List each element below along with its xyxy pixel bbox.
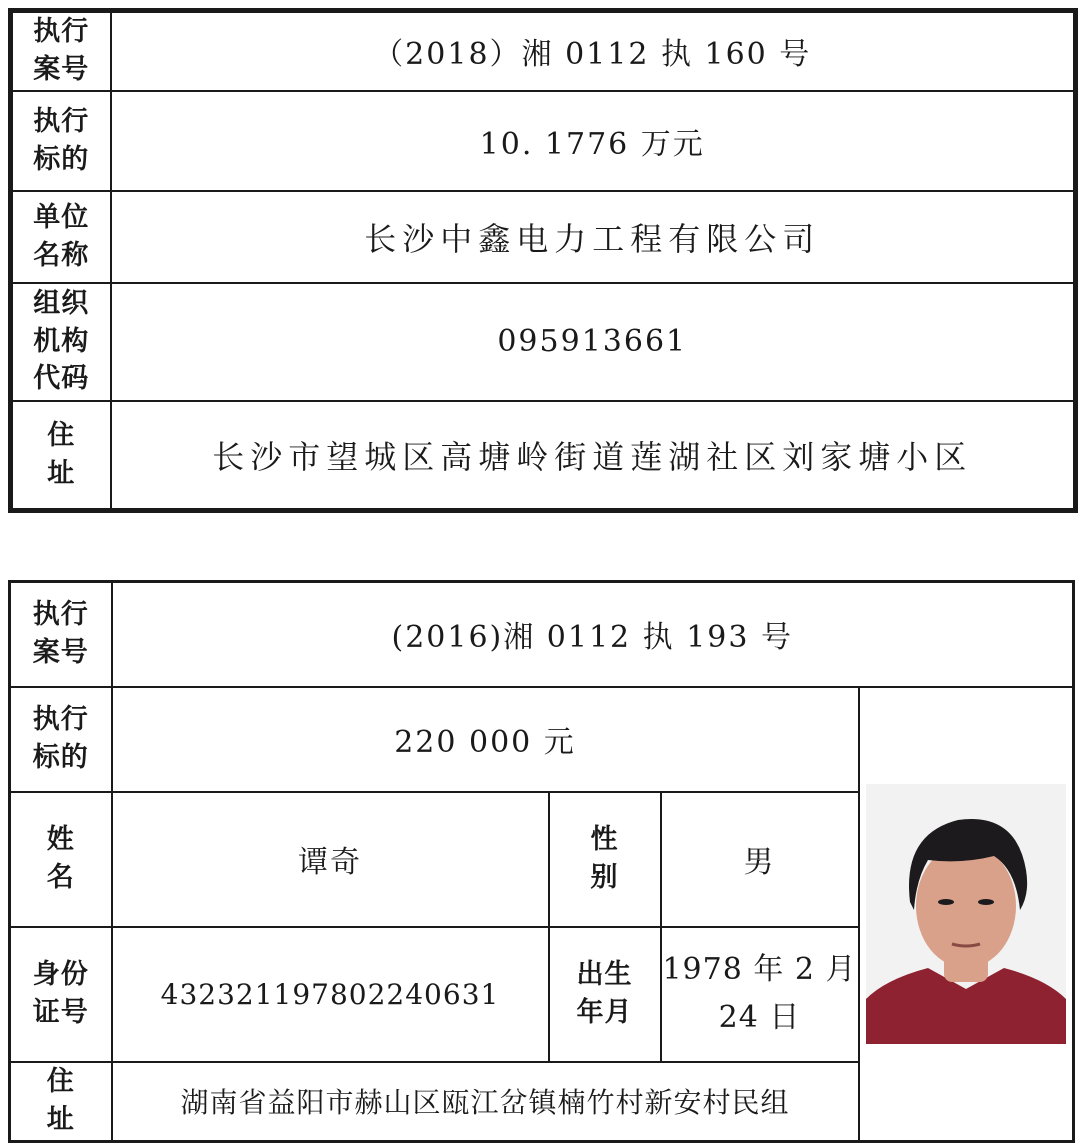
- person-amount-value: 220 000 元: [112, 687, 859, 792]
- person-case-number-value: (2016)湘 0112 执 193 号: [112, 582, 1074, 687]
- company-record-table: [8, 8, 1078, 513]
- amount-value: 10. 1776 万元: [111, 91, 1076, 191]
- gender-label: 性 别: [549, 792, 661, 927]
- person-name-value: 谭奇: [112, 792, 549, 927]
- org-code-value: 095913661: [111, 283, 1076, 401]
- person-record-table: [8, 580, 1075, 1143]
- case-number-value: （2018）湘 0112 执 160 号: [111, 11, 1076, 91]
- amount-label: 执行 标的: [11, 91, 111, 191]
- case-number-row: [11, 11, 1076, 91]
- person-amount-label: 执行 标的: [10, 687, 112, 792]
- company-name-label: 单位 名称: [11, 191, 111, 283]
- birth-date-value: 1978 年 2 月 24 日: [661, 927, 859, 1062]
- person-case-number-label: 执行 案号: [10, 582, 112, 687]
- person-address-value: 湖南省益阳市赫山区瓯江岔镇楠竹村新安村民组: [112, 1062, 859, 1142]
- person-portrait-photo: [866, 784, 1066, 1044]
- face-shape: [916, 844, 1016, 968]
- id-number-label: 身份 证号: [10, 927, 112, 1062]
- person-case-number-row: [10, 582, 1074, 687]
- gender-value: 男: [661, 792, 859, 927]
- company-address-label: 住 址: [11, 401, 111, 511]
- company-name-value: 长沙中鑫电力工程有限公司: [111, 191, 1076, 283]
- id-number-value: 432321197802240631: [112, 927, 549, 1062]
- case-number-label: 执行 案号: [11, 11, 111, 91]
- org-code-label: 组织 机构 代码: [11, 283, 111, 401]
- person-address-label: 住 址: [10, 1062, 112, 1142]
- portrait-cell: [859, 687, 1074, 1142]
- amount-row: [11, 91, 1076, 191]
- company-name-row: [11, 191, 1076, 283]
- company-address-row: [11, 401, 1076, 511]
- org-code-row: [11, 283, 1076, 401]
- right-eye: [978, 899, 994, 905]
- birth-date-label: 出生 年月: [549, 927, 661, 1062]
- company-address-value: 长沙市望城区高塘岭街道莲湖社区刘家塘小区: [111, 401, 1076, 511]
- person-amount-row: [10, 687, 1074, 792]
- left-eye: [938, 899, 954, 905]
- person-name-label: 姓 名: [10, 792, 112, 927]
